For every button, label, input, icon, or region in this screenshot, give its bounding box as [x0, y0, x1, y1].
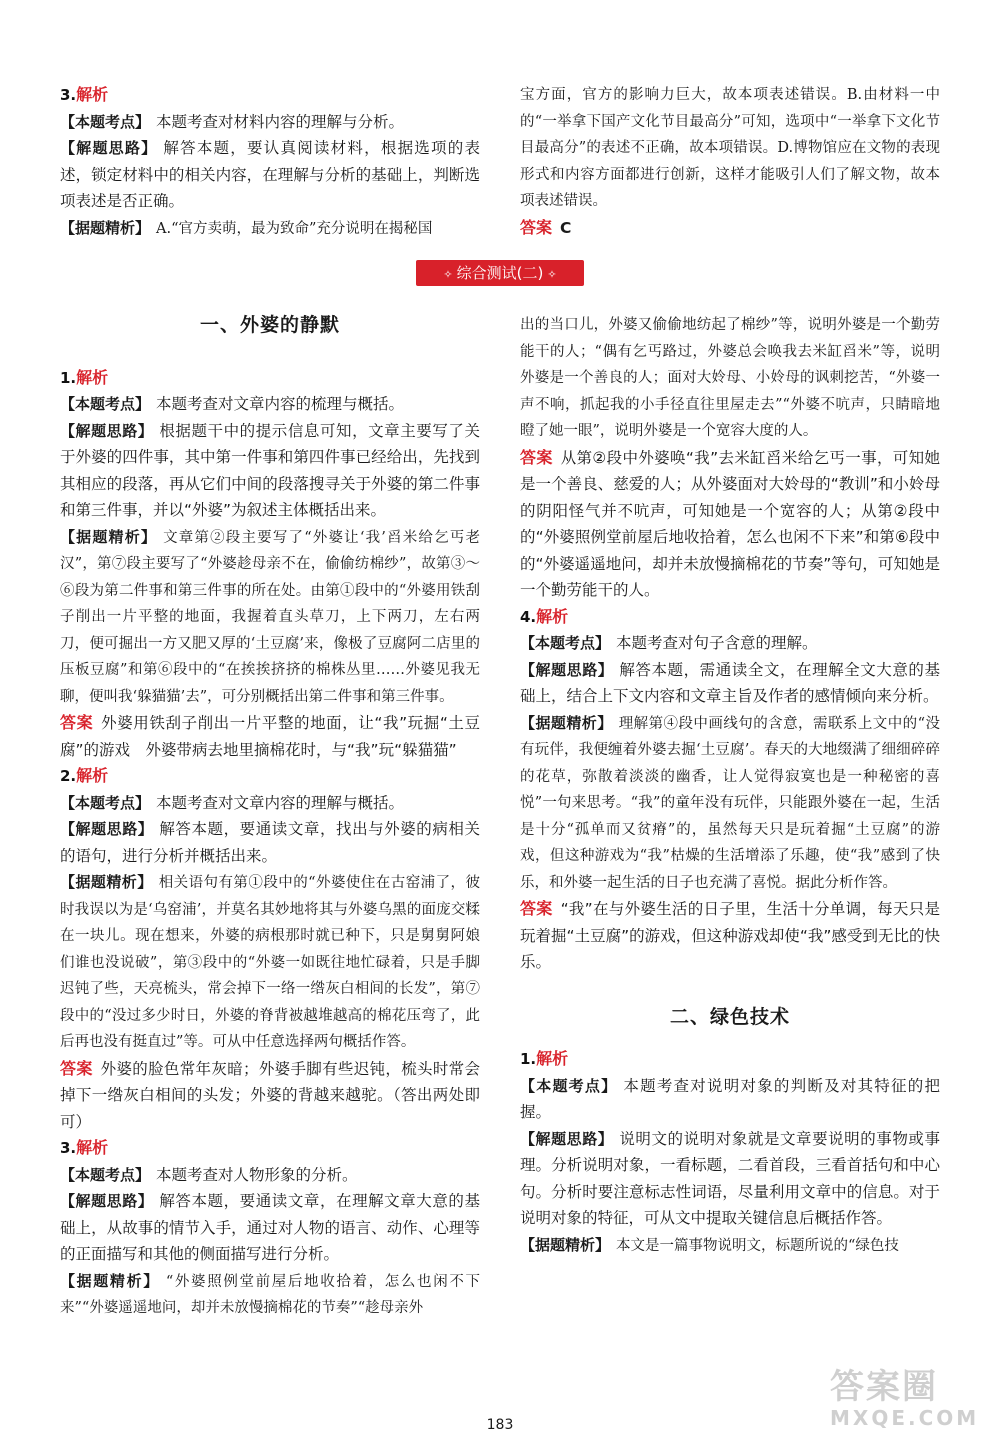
page-number: 183	[486, 1417, 514, 1433]
analysis-label: 解析	[76, 1138, 109, 1157]
tag-silu: 【解题思路】	[60, 1192, 154, 1210]
question-number: 1.	[60, 368, 77, 387]
jingxi-text: 相关语句有第①段中的“外婆使住在古窑浦了，彼时我误以为是‘乌窑浦’，并莫名其妙地将其与外婆乌黑的面庞交糅在一块儿。现在想来，外婆的病根那时就已种下，只是舅舅阿娘们谁也没说破”，第③段中的“外婆一如既往地忙碌着，只是手脚迟钝了些，天亮梳头，常会掉下一络一绺灰白相间的长发”，第⑦段中的“没过多少时日，外婆的脊背被越堆越高的棉花压弯了，此后再也没有挺直过”等。可从中任意选择两句概括作答。	[60, 875, 480, 1050]
tag-silu: 【解题思路】	[520, 1129, 614, 1148]
top-right-block	[520, 82, 940, 241]
right-main-column	[520, 312, 940, 1259]
tag-kaodian: 【本题考点】	[520, 1076, 618, 1095]
banner-text: 综合测试(二)	[456, 264, 544, 282]
sparkle-icon: ✧	[443, 268, 453, 281]
tag-silu: 【解题思路】	[60, 820, 154, 838]
answer-text: “我”在与外婆生活的日子里，生活十分单调，每天只是玩着掘“土豆腐”的游戏，但这种游戏却使“我”感受到无比的快乐。	[520, 900, 940, 971]
kaodian-text: 本题考查对说明对象的判断及对其特征的把握。	[520, 1076, 940, 1121]
analysis-label: 解析	[536, 1049, 569, 1068]
tag-kaodian: 【本题考点】	[60, 395, 151, 413]
kaodian-text: 本题考查对句子含意的理解。	[616, 634, 818, 652]
watermark-line1: 答案圈	[830, 1367, 938, 1407]
question-number: 1.	[520, 1050, 537, 1068]
tag-jingxi: 【据题精析】	[60, 1271, 160, 1290]
answer-value: C	[560, 218, 572, 237]
analysis-label: 解析	[76, 766, 109, 785]
watermark-line2: MXQE.COM	[830, 1406, 980, 1430]
answer-label: 答案	[520, 447, 553, 467]
answer-label: 答案	[520, 217, 553, 237]
silu-text: 解答本题，要认真阅读材料，根据选项的表述，锁定材料中的相关内容，在理解与分析的基础上，判断选项表述是否正确。	[60, 139, 480, 210]
analysis-label: 解析	[76, 367, 109, 387]
jingxi-text: 本文是一篇事物说明文，标题所说的“绿色技	[616, 1237, 899, 1254]
tag-silu: 【解题思路】	[520, 660, 614, 679]
continued-text: 宝方面，官方的影响力巨大，故本项表述错误。B.由材料一中的“一举拿下国产文化节目最高分”可知，选项中“一举拿下文化节目最高分”的表述不正确，故本项错误。D.博物馆应在文物的表现形式和内容方面都进行创新，这样才能吸引人们了解文物，故本项表述错误。	[520, 87, 940, 209]
silu-text: 解答本题，要通读文章，找出与外婆的病相关的语句，进行分析并概括出来。	[60, 820, 480, 865]
silu-text: 根据题干中的提示信息可知，文章主要写了关于外婆的四件事，其中第一件事和第四件事已经给出，先找到其相应的段落，再从它们中间的段落搜寻关于外婆的第二件事和第三件事，并以“外婆”为叙述主体概括出来。	[60, 421, 480, 519]
jingxi-text: A.“官方卖萌，最为致命”充分说明在揭秘国	[156, 220, 433, 237]
tag-kaodian: 【本题考点】	[60, 1165, 151, 1184]
silu-text: 解答本题，要通读文章，在理解文章大意的基础上，从故事的情节入手，通过对人物的语言、动作、心理等的正面描写和其他的侧面描写进行分析。	[60, 1192, 480, 1263]
continued-text: 出的当口儿，外婆又偷偷地纺起了棉纱”等，说明外婆是一个勤劳能干的人；“偶有乞丐路过，外婆总会唤我去米缸舀米”等，说明外婆是一个善良的人；面对大姈母、小姈母的讽刺挖苦，“外婆一声不响，抓起我的小手径直往里屋走去”“外婆不吭声，只睛暗地瞪了她一眼”，说明外婆是一个宽容大度的人。	[520, 317, 940, 439]
tag-jingxi: 【据题精析】	[520, 1235, 611, 1254]
answer-text: 外婆用铁刮子削出一片平整的地面，让“我”玩掘“土豆腐”的游戏 外婆带病去地里摘棉花时，与“我”玩“躲猫猫”	[60, 714, 480, 759]
silu-text: 说明文的说明对象就是文章要说明的事物或事理。分析说明对象，一看标题，二看首段，三看首括句和中心句。分析时要注意标志性词语，尽量利用文章中的信息。对于说明对象的特征，可从文中提取关键信息后概括作答。	[520, 1129, 940, 1227]
tag-kaodian: 【本题考点】	[60, 112, 151, 131]
top-left-block	[60, 82, 480, 242]
tag-silu: 【解题思路】	[60, 139, 158, 157]
answer-label: 答案	[60, 713, 94, 732]
tag-silu: 【解题思路】	[60, 421, 154, 440]
tag-kaodian: 【本题考点】	[60, 793, 151, 812]
answer-label: 答案	[60, 1058, 93, 1078]
jingxi-text: 文章第②段主要写了“外婆让‘我’舀米给乞丐老汉”，第⑦段主要写了“外婆趁母亲不在，偷偷纺棉纱”，故第③～⑥段为第二件事和第三件事的所在处。由第①段中的“外婆用铁刮子削出一片平整的地面，我握着直头草刀，上下两刀，左右两刀，便可掘出一方又肥又厚的‘土豆腐’来，像极了豆腐阿二店里的压板豆腐”和第⑥段中的“在挨挨挤挤的棉株丛里……外婆见我无聊，便叫我‘躲猫猫’去”，可分别概括出第二件事和第三件事。	[60, 529, 480, 705]
jingxi-text: “外婆照例堂前屋后地收拾着，怎么也闲不下来”“外婆遥遥地问，却并未放慢摘棉花的节奏”“趁母亲外	[60, 1273, 480, 1316]
kaodian-text: 本题考查对文章内容的理解与概括。	[156, 793, 405, 812]
tag-kaodian: 【本题考点】	[520, 634, 611, 652]
silu-text: 解答本题，需通读全文，在理解全文大意的基础上，结合上下文内容和文章主旨及作者的感情倾向来分析。	[520, 660, 940, 705]
answer-text: 外婆的脸色常年灰暗；外婆手脚有些迟钝，梳头时常会掉下一绺灰白相间的头发；外婆的背越来越驼。（答出两处即可）	[60, 1059, 480, 1131]
question-number: 2.	[60, 767, 77, 785]
answer-text: 从第②段中外婆唤“我”去米缸舀米给乞丐一事，可知她是一个善良、慈爱的人；从外婆面对大姈母的“教训”和小姈母的阴阳怪气并不吭声，可知她是一个宽容的人；从第②段中的“外婆照例堂前屋后地收拾着，怎么也闲不下来”和第⑥段中的“外婆遥遥地问，却并未放慢摘棉花的节奏”等句，可知她是一个勤劳能干的人。	[520, 448, 940, 599]
left-main-column	[60, 312, 480, 1322]
sparkle-icon: ✧	[547, 268, 557, 281]
question-number: 4.	[520, 607, 537, 626]
tag-jingxi: 【据题精析】	[60, 873, 153, 891]
jingxi-text: 理解第④段中画线句的含意，需联系上文中的“没有玩伴，我便缠着外婆去掘‘土豆腐’。春天的大地缀满了细细碎碎的花草，弥散着淡淡的幽香，让人觉得寂寞也是一种秘密的喜悦”一句来思考。“我”的童年没有玩伴，只能跟外婆在一起，生活是十分“孤单而又贫瘠”的，虽然每天只是玩着掘“土豆腐”的游戏，但这种游戏为“我”枯燥的生活增添了乐趣，使“我”感到了快乐，和外婆一起生活的日子也充满了喜悦。据此分析作答。	[520, 715, 940, 891]
tag-jingxi: 【据题精析】	[60, 527, 158, 546]
kaodian-text: 本题考查对文章内容的梳理与概括。	[156, 395, 405, 413]
section-title: 一、外婆的静默	[199, 314, 340, 336]
tag-jingxi: 【据题精析】	[520, 713, 613, 732]
analysis-label: 解析	[76, 85, 109, 104]
section-banner	[416, 260, 584, 286]
section-title: 二、绿色技术	[669, 1005, 790, 1028]
question-number: 3.	[60, 1139, 77, 1157]
watermark-logo	[830, 1368, 978, 1438]
analysis-label: 解析	[536, 606, 569, 626]
kaodian-text: 本题考查对人物形象的分析。	[156, 1165, 358, 1184]
question-number: 3.	[60, 86, 77, 104]
kaodian-text: 本题考查对材料内容的理解与分析。	[156, 112, 405, 131]
tag-jingxi: 【据题精析】	[60, 218, 151, 237]
answer-label: 答案	[520, 899, 553, 918]
